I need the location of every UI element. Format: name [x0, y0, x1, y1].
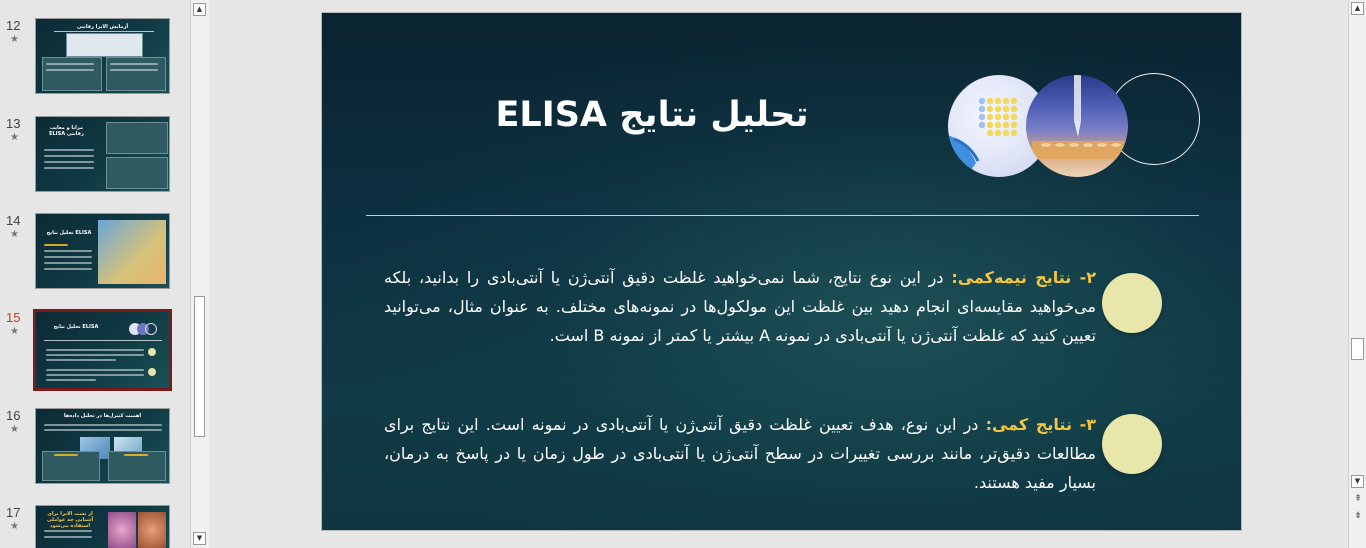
animation-star-icon: ★ — [10, 424, 19, 435]
scroll-up-icon[interactable]: ▲ — [1351, 2, 1364, 15]
thumbnail-preview — [35, 116, 170, 192]
scrollbar-thumb[interactable] — [1351, 338, 1364, 360]
thumbnail-slide-12[interactable] — [0, 18, 190, 104]
bullet-circle-point3 — [1102, 414, 1162, 474]
scroll-down-icon[interactable]: ▼ — [1351, 475, 1364, 488]
thumbnail-preview — [35, 18, 170, 94]
current-slide[interactable] — [321, 12, 1242, 531]
next-slide-icon[interactable]: ⇟ — [1354, 511, 1362, 521]
point2-label: ۲- نتایج نیمه‌کمی: — [951, 268, 1096, 287]
point3-text: در این نوع، هدف تعیین غلظت دقیق آنتی‌ژن یا آنتی‌بادی در نمونه است. این نتایج برای مطالعات دقیق‌تر، مانند بررسی تغییرات در سطح آنتی‌ژن یا آنتی‌بادی در طول زمان یا در پاسخ به درمان، بسیار مفید هستند. — [384, 415, 1096, 492]
slide-title[interactable]: تحلیل نتایج ELISA — [495, 95, 809, 135]
thumbnail-title: آزمایش الایزا رقابتی — [76, 24, 129, 30]
pipette-photo — [1026, 75, 1128, 177]
thumbnail-title: تحلیل نتایج ELISA — [46, 230, 92, 236]
thumbnail-slide-14[interactable] — [0, 213, 190, 299]
animation-star-icon: ★ — [10, 326, 19, 337]
slide-number: 15 — [6, 310, 21, 325]
scroll-up-icon[interactable]: ▲ — [193, 3, 206, 16]
thumbnail-slide-15[interactable] — [0, 310, 190, 396]
thumbnail-slide-13[interactable] — [0, 116, 190, 202]
scrollbar-thumb[interactable] — [194, 296, 205, 437]
title-divider — [366, 215, 1199, 216]
slide-number: 17 — [6, 505, 21, 520]
slide-number: 12 — [6, 18, 21, 33]
thumbnail-title: اهمیت کنترل‌ها در تحلیل داده‌ها — [63, 413, 142, 419]
point2-text: در این نوع نتایج، شما نمی‌خواهید غلظت دقیق آنتی‌ژن یا آنتی‌بادی را بدانید، بلکه می‌خواهید مقایسه‌ای انجام دهید بین غلظت این مولکول‌ها در نمونه‌های مختلف. به عنوان مثال، می‌توانید تعیین کنید که غلظت آنتی‌ژن یا آنتی‌بادی در نمونه A بیشتر یا کمتر از نمونه B است. — [384, 268, 1096, 345]
slide-thumbnail-pane[interactable] — [0, 0, 190, 548]
slide-number: 13 — [6, 116, 21, 131]
editor-scrollbar[interactable] — [1348, 0, 1366, 548]
scroll-down-icon[interactable]: ▼ — [193, 532, 206, 545]
thumbnail-slide-16[interactable] — [0, 408, 190, 494]
thumbnail-preview — [35, 408, 170, 484]
thumbnail-preview — [35, 505, 170, 548]
previous-slide-icon[interactable]: ⇞ — [1354, 494, 1362, 504]
animation-star-icon: ★ — [10, 229, 19, 240]
point3-label: ۳- نتایج کمی: — [985, 415, 1097, 434]
point2-paragraph[interactable] — [384, 263, 1096, 350]
slide-number: 16 — [6, 408, 21, 423]
thumbnail-preview — [35, 213, 170, 289]
slide-number: 14 — [6, 213, 21, 228]
point3-paragraph[interactable] — [384, 410, 1096, 497]
slide-editor-canvas — [212, 0, 1348, 548]
bullet-circle-point2 — [1102, 273, 1162, 333]
thumbnail-preview — [33, 309, 172, 391]
thumbnail-title: از تست الایزا برای آشنایی چه عواملی استفاده می‌شود — [46, 511, 94, 529]
thumbnail-title: تحلیل نتایج ELISA — [53, 324, 99, 330]
thumbnail-title: مزایا و معایب ELISA رقابتی — [49, 125, 84, 137]
animation-star-icon: ★ — [10, 34, 19, 45]
animation-star-icon: ★ — [10, 132, 19, 143]
thumbnail-scrollbar[interactable] — [190, 0, 209, 548]
thumbnail-slide-17[interactable] — [0, 505, 190, 548]
animation-star-icon: ★ — [10, 521, 19, 532]
